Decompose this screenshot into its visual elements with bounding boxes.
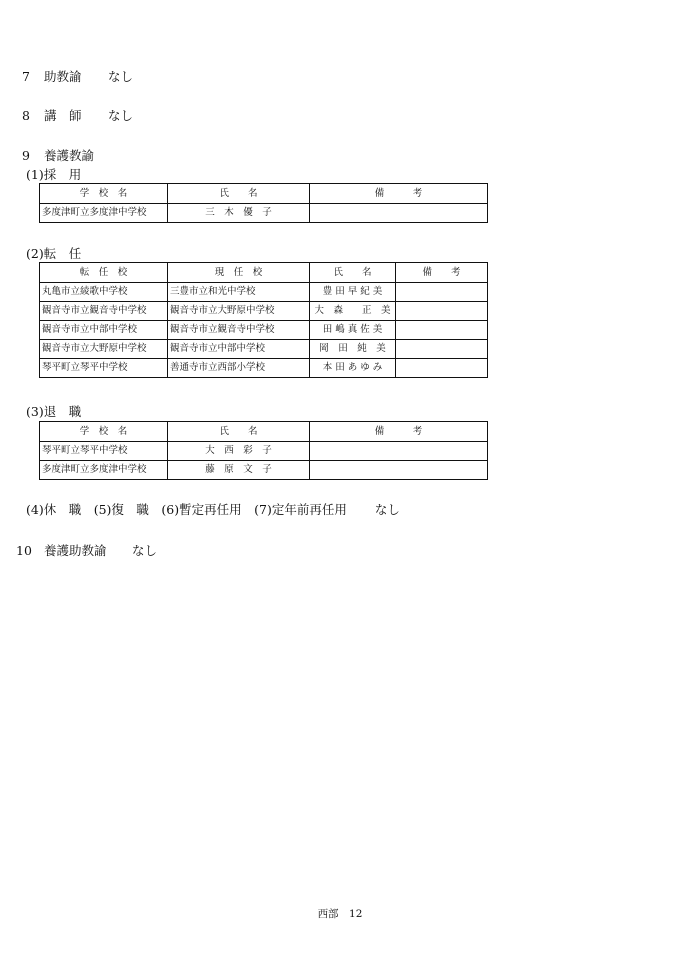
item-number: 9 — [22, 148, 30, 163]
current-school-cell: 観音寺市立中部中学校 — [168, 340, 310, 359]
table-row — [40, 302, 488, 321]
header-remarks: 備 考 — [310, 422, 488, 442]
transfer-to-cell: 琴平町立琴平中学校 — [40, 359, 168, 378]
table-header-row — [40, 422, 488, 442]
header-current-school: 現 任 校 — [168, 263, 310, 283]
school-cell: 琴平町立琴平中学校 — [40, 442, 168, 461]
table-row — [40, 340, 488, 359]
current-school-cell: 観音寺市立観音寺中学校 — [168, 321, 310, 340]
table-row — [40, 283, 488, 302]
name-cell: 田 嶋 真 佐 美 — [310, 321, 396, 340]
header-remarks: 備 考 — [310, 184, 488, 204]
name-cell: 大 森 正 美 — [310, 302, 396, 321]
remarks-cell — [310, 461, 488, 480]
school-cell: 多度津町立多度津中学校 — [40, 204, 168, 223]
header-transfer-to: 転 任 校 — [40, 263, 168, 283]
name-cell: 三 木 優 子 — [168, 204, 310, 223]
table-row — [40, 461, 488, 480]
section-heading-taishoku: (3)退 職 — [26, 404, 82, 419]
transfer-to-cell: 丸亀市立綾歌中学校 — [40, 283, 168, 302]
header-school: 学 校 名 — [40, 184, 168, 204]
table-row — [40, 359, 488, 378]
remarks-cell — [396, 321, 488, 340]
page-number: 西部 12 — [317, 908, 363, 920]
header-name: 氏 名 — [168, 184, 310, 204]
remarks-cell — [396, 283, 488, 302]
current-school-cell: 三豊市立和光中学校 — [168, 283, 310, 302]
item-title: 養護教諭 — [44, 148, 95, 163]
table-header-row — [40, 184, 488, 204]
item-10 — [16, 541, 157, 559]
item-9 — [22, 146, 94, 164]
item-number: 10 — [16, 543, 32, 558]
name-cell: 岡 田 純 美 — [310, 340, 396, 359]
item-7 — [22, 67, 133, 85]
item-number: 7 — [22, 69, 30, 84]
item-title: 養護助教諭 — [44, 543, 107, 558]
item-value: なし — [132, 543, 158, 558]
saiyou-table — [39, 183, 488, 223]
other-statuses-text: (4)休 職 (5)復 職 (6)暫定再任用 (7)定年前再任用 — [26, 502, 347, 517]
table-row — [40, 204, 488, 223]
current-school-cell: 善通寺市立西部小学校 — [168, 359, 310, 378]
school-cell: 多度津町立多度津中学校 — [40, 461, 168, 480]
header-name: 氏 名 — [310, 263, 396, 283]
table-row — [40, 442, 488, 461]
section-heading-tennin: (2)転 任 — [26, 246, 82, 261]
tennin-table — [39, 262, 488, 378]
table-header-row — [40, 263, 488, 283]
remarks-cell — [310, 442, 488, 461]
name-cell: 藤 原 文 子 — [168, 461, 310, 480]
name-cell: 大 西 彩 子 — [168, 442, 310, 461]
transfer-to-cell: 観音寺市立中部中学校 — [40, 321, 168, 340]
item-title: 講 師 — [44, 108, 82, 123]
name-cell: 豊 田 早 紀 美 — [310, 283, 396, 302]
section-heading-saiyou: (1)採 用 — [26, 167, 82, 182]
other-statuses — [26, 500, 400, 518]
item-number: 8 — [22, 108, 30, 123]
item-8 — [22, 106, 133, 124]
item-title: 助教諭 — [44, 69, 82, 84]
remarks-cell — [310, 204, 488, 223]
transfer-to-cell: 観音寺市立大野原中学校 — [40, 340, 168, 359]
taishoku-table — [39, 421, 488, 480]
header-school: 学 校 名 — [40, 422, 168, 442]
header-remarks: 備 考 — [396, 263, 488, 283]
current-school-cell: 観音寺市立大野原中学校 — [168, 302, 310, 321]
other-statuses-value: なし — [374, 502, 400, 517]
header-name: 氏 名 — [168, 422, 310, 442]
remarks-cell — [396, 340, 488, 359]
table-row — [40, 321, 488, 340]
remarks-cell — [396, 302, 488, 321]
transfer-to-cell: 観音寺市立観音寺中学校 — [40, 302, 168, 321]
name-cell: 本 田 あ ゆ み — [310, 359, 396, 378]
item-value: なし — [108, 69, 134, 84]
remarks-cell — [396, 359, 488, 378]
item-value: なし — [108, 108, 134, 123]
